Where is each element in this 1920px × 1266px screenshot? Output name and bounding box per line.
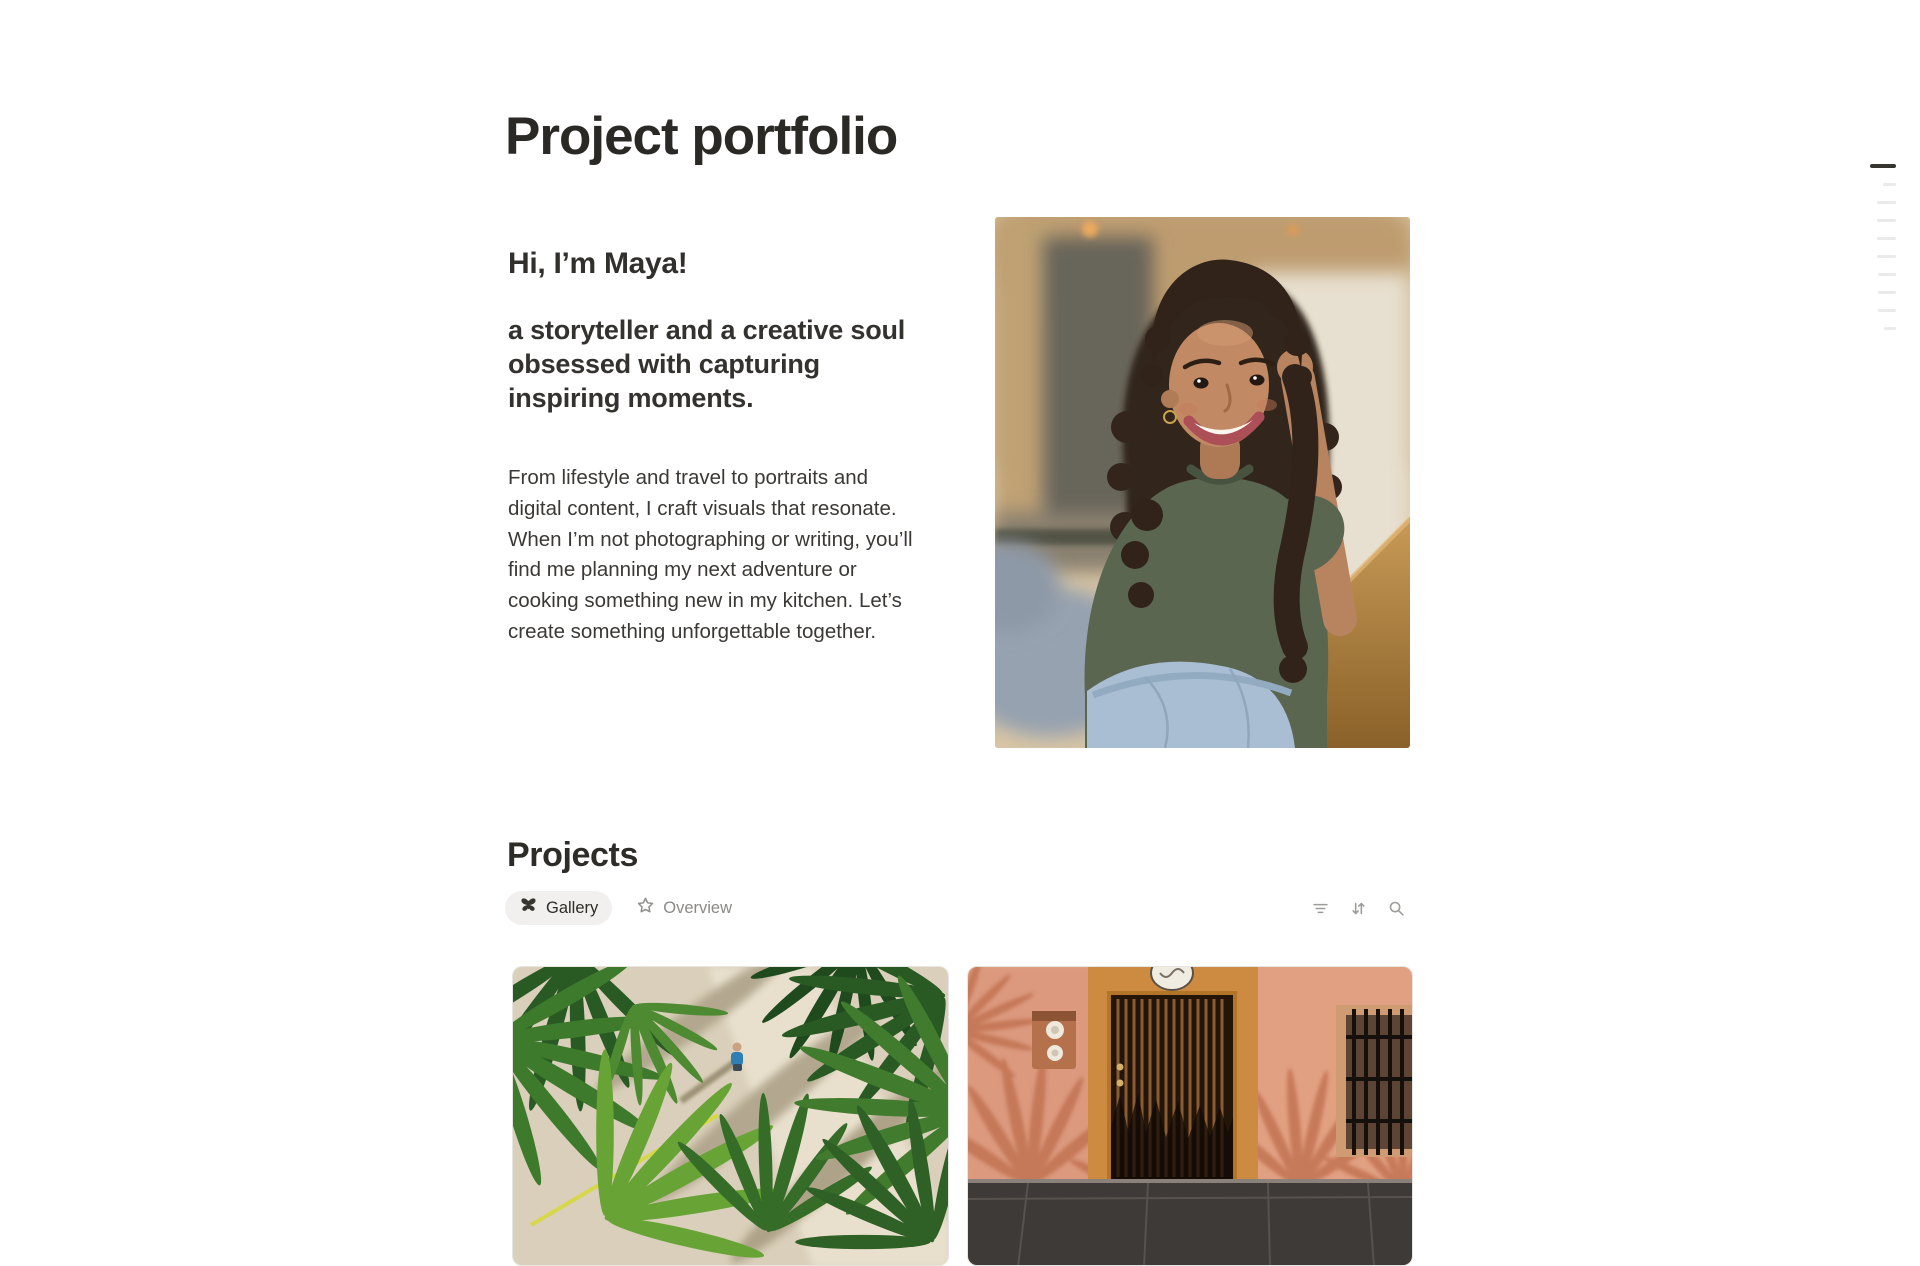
filter-icon[interactable] (1312, 900, 1329, 917)
about-tagline: a storyteller and a creative soul obsessed with capturing inspiring moments. (508, 315, 906, 414)
about-column (508, 247, 926, 648)
page-outline-rail[interactable] (1870, 164, 1896, 345)
view-toolbar (1312, 900, 1405, 917)
gallery-card-palms[interactable] (512, 966, 949, 1266)
outline-line[interactable] (1878, 291, 1896, 294)
outline-line-active[interactable] (1870, 164, 1896, 168)
sort-icon[interactable] (1350, 900, 1367, 917)
outline-line[interactable] (1877, 237, 1896, 240)
page-title: Project portfolio (505, 107, 898, 166)
outline-line[interactable] (1877, 219, 1896, 222)
butterfly-icon (519, 896, 538, 920)
gallery-grid (512, 966, 1413, 1266)
projects-heading: Projects (507, 836, 638, 874)
about-greeting: Hi, I’m Maya! (508, 247, 688, 280)
outline-line[interactable] (1878, 309, 1896, 312)
outline-line[interactable] (1877, 201, 1896, 204)
tab-overview-label: Overview (663, 898, 733, 917)
star-icon (636, 896, 655, 920)
outline-line[interactable] (1878, 273, 1896, 276)
projects-view-tabs (505, 891, 1411, 925)
page-body (505, 0, 1413, 1199)
gallery-card-door[interactable] (967, 966, 1413, 1266)
tab-overview[interactable] (636, 896, 732, 920)
outline-line[interactable] (1883, 183, 1896, 186)
tab-gallery[interactable] (505, 891, 612, 925)
portrait-photo (995, 217, 1410, 748)
outline-line[interactable] (1877, 255, 1896, 258)
about-bio: From lifestyle and travel to portraits and digital content, I craft visuals that resonate. When I’m not photographing or writing, you’ll find me planning my next adventure or cooking something new in my kitchen. Let’s create something unforgettable together. (508, 466, 913, 643)
tab-gallery-label: Gallery (546, 898, 599, 917)
outline-line[interactable] (1884, 327, 1896, 330)
search-icon[interactable] (1388, 900, 1405, 917)
